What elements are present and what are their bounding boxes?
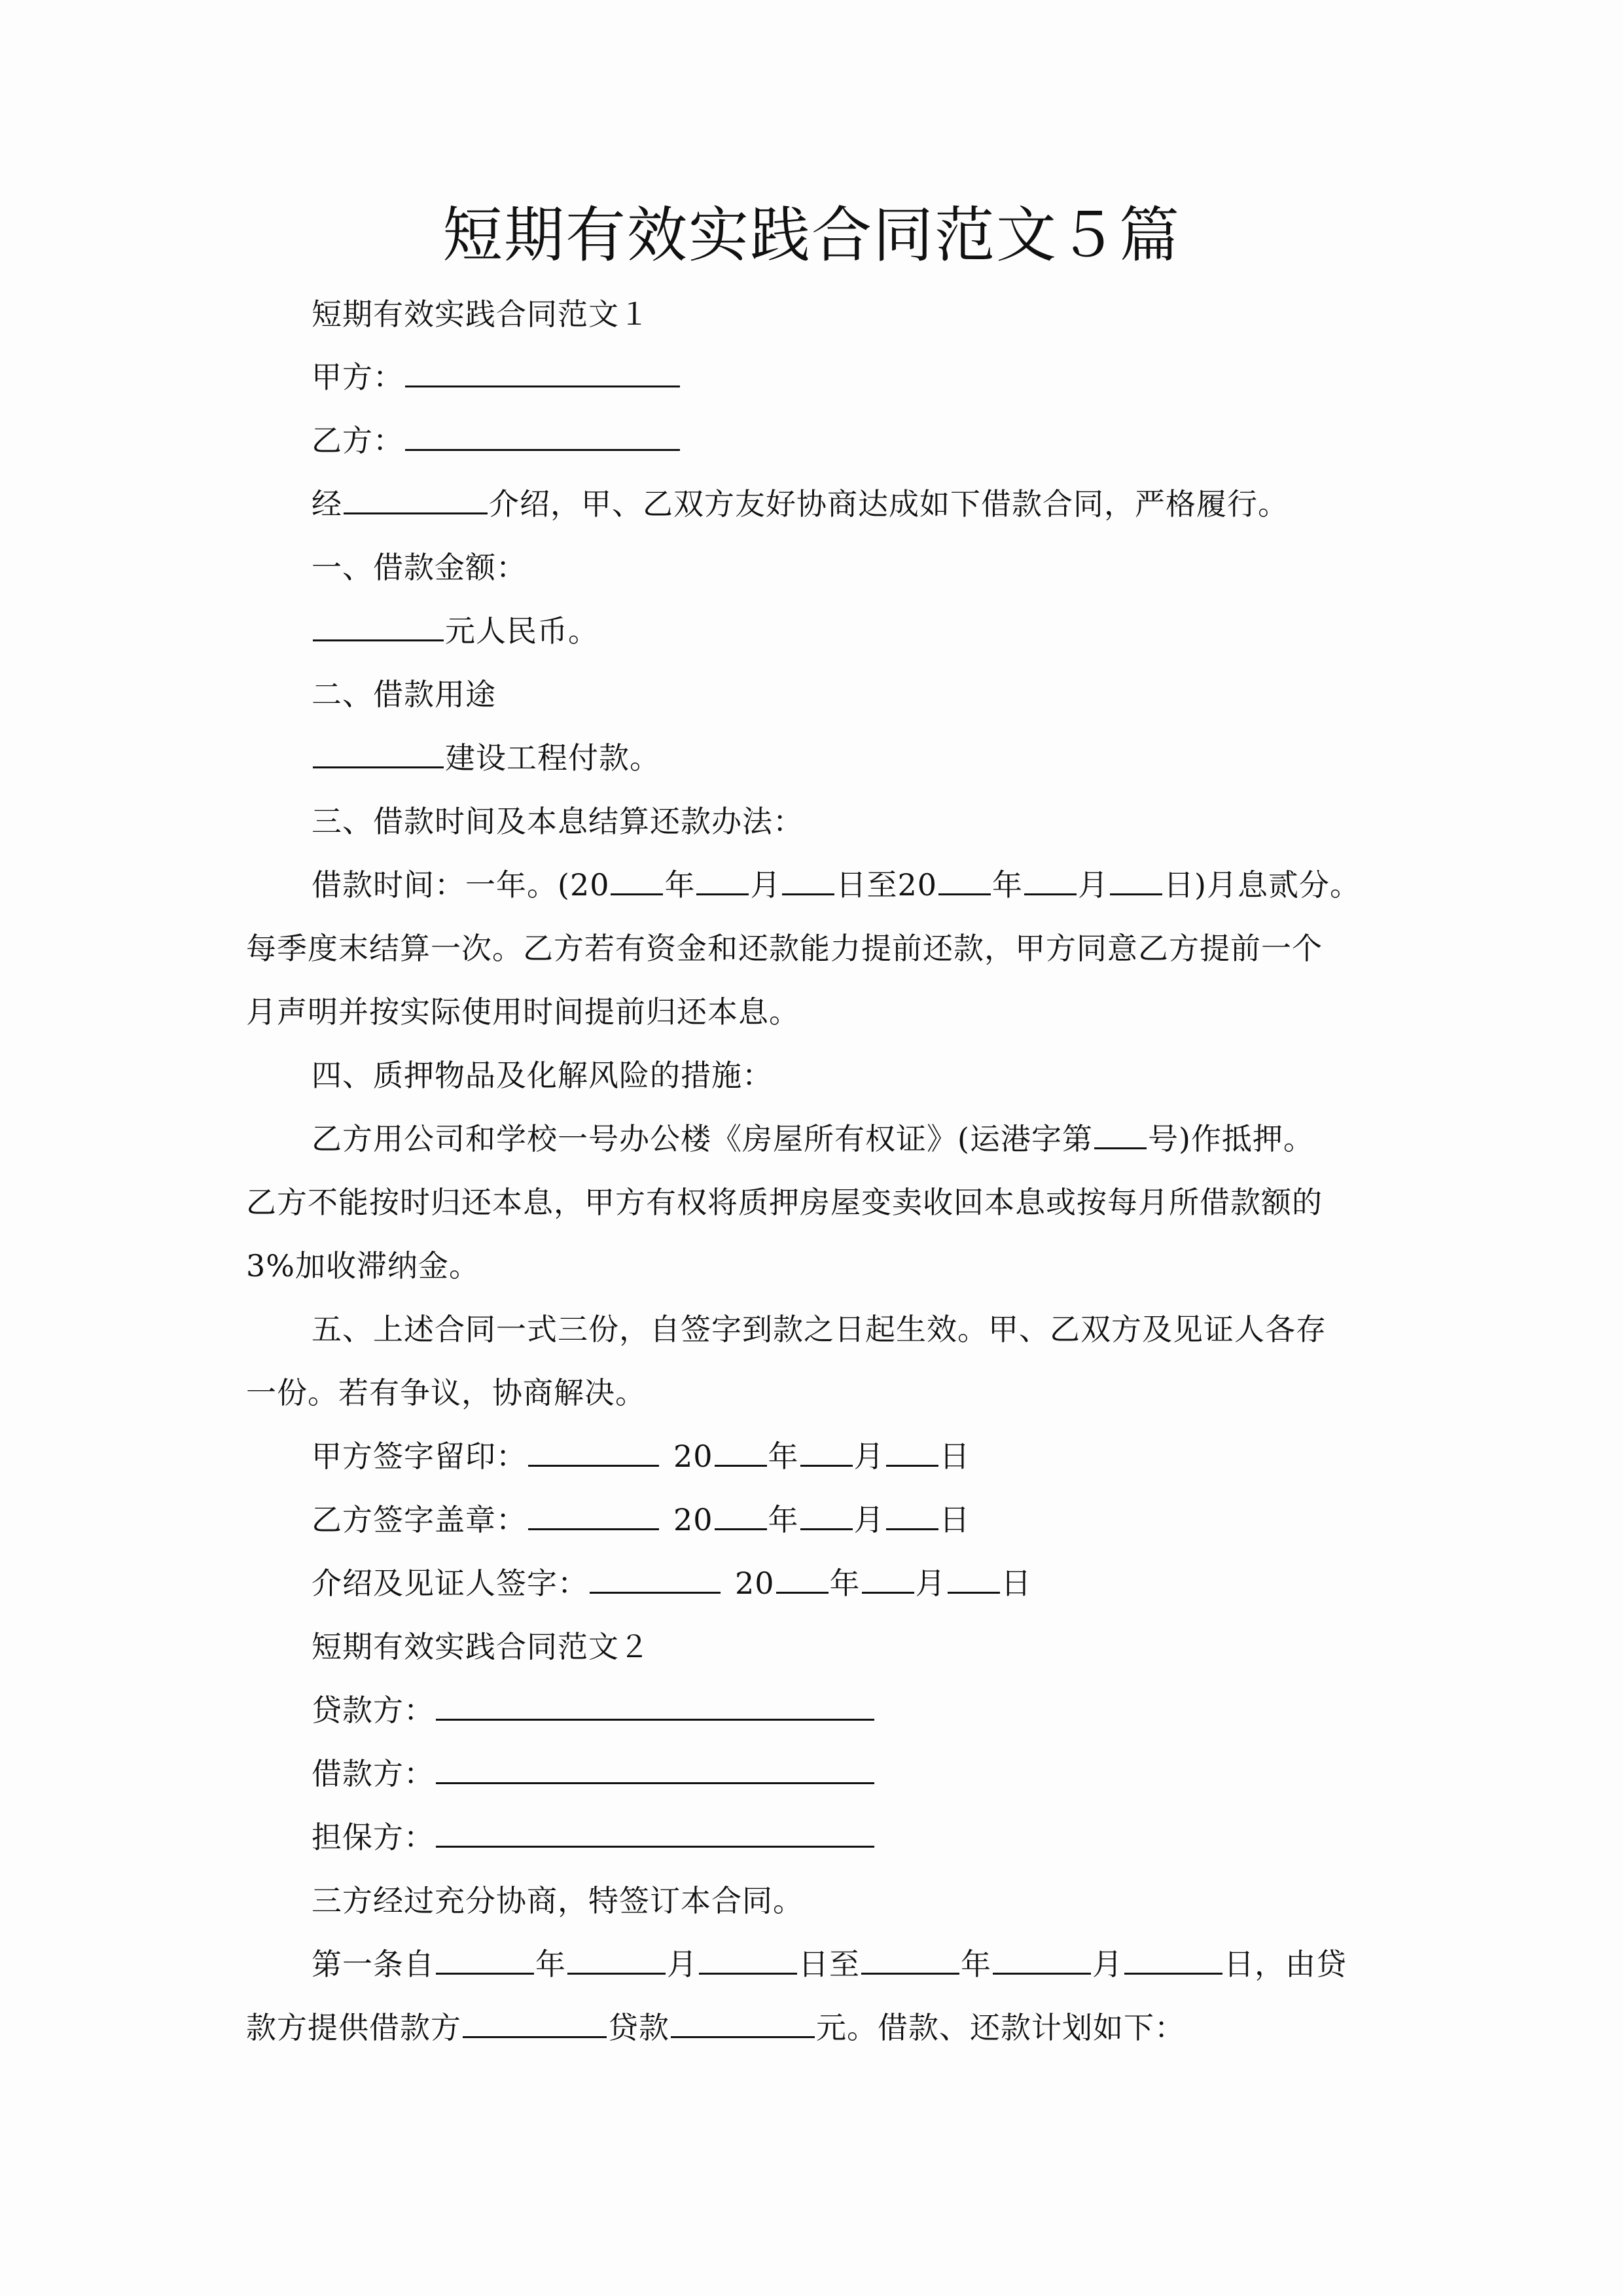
- date-prefix: 20: [735, 1566, 775, 1601]
- year-blank: [715, 1439, 767, 1467]
- year-text: 年: [768, 1439, 799, 1474]
- borrower-blank: [436, 1756, 874, 1784]
- day-text: 日: [1001, 1566, 1032, 1601]
- date-prefix: 20: [673, 1439, 713, 1474]
- article1-text-c: 元。借款、还款计划如下：: [816, 2010, 1185, 2045]
- year-blank: [715, 1502, 767, 1530]
- intro-line: [312, 484, 1289, 524]
- loan-amount-blank: [671, 2010, 815, 2038]
- month-text: 月: [1092, 1946, 1123, 1982]
- section5-paragraph-line2: 一份。若有争议，协商解决。: [246, 1375, 646, 1410]
- year-blank: [776, 1566, 829, 1594]
- introducer-blank: [344, 486, 488, 514]
- party-a-label: 甲方：: [312, 359, 404, 395]
- party-a-blank: [405, 359, 680, 387]
- section2-purpose-line: [312, 738, 660, 778]
- start-day-blank: [782, 867, 834, 895]
- month-blank: [800, 1439, 853, 1467]
- start-month-blank: [696, 867, 749, 895]
- party-a-line: [312, 357, 681, 397]
- end-year-blank: [938, 867, 991, 895]
- loan-period-text: 借款时间：一年。(20: [312, 867, 610, 903]
- year-text: 年: [664, 867, 696, 903]
- amount-blank: [313, 613, 444, 641]
- lender-label: 贷款方：: [312, 1693, 435, 1728]
- collateral-suffix: 号)作抵押。: [1147, 1121, 1314, 1157]
- article1-line2: [246, 2008, 1185, 2047]
- signature-party-a-label: 甲方签字留印：: [312, 1439, 527, 1474]
- lender-line: [312, 1691, 876, 1730]
- signature-witness-label: 介绍及见证人签字：: [312, 1566, 588, 1601]
- end-month-blank: [993, 1946, 1091, 1975]
- end-year-blank: [861, 1946, 959, 1975]
- section2-title: 二、借款用途: [312, 677, 496, 712]
- lender-blank: [436, 1693, 874, 1721]
- day-blank: [948, 1566, 1000, 1594]
- borrower-name-blank: [463, 2010, 607, 2038]
- purpose-text: 建设工程付款。: [445, 740, 660, 776]
- signature-witness-line: [312, 1564, 1032, 1603]
- year-text: 年: [961, 1946, 991, 1982]
- section3-paragraph-line1: [312, 865, 1361, 905]
- agreement-line: 三方经过充分协商，特签订本合同。: [312, 1883, 804, 1918]
- section1-title: 一、借款金额：: [312, 550, 527, 585]
- start-year-blank: [611, 867, 663, 895]
- party-b-label: 乙方：: [312, 423, 404, 458]
- month-blank: [800, 1502, 853, 1530]
- day-text: 日: [939, 1502, 971, 1537]
- day-to-text: 日至20: [836, 867, 938, 903]
- purpose-blank: [313, 740, 444, 768]
- article1-line1: [312, 1945, 1347, 1984]
- signature-witness-blank: [590, 1566, 721, 1594]
- section4-title: 四、质押物品及化解风险的措施：: [312, 1058, 773, 1093]
- day-blank: [886, 1502, 938, 1530]
- month-text: 月: [853, 1439, 885, 1474]
- day-blank: [886, 1439, 938, 1467]
- section4-paragraph-line2: 乙方不能按时归还本息，甲方有权将质押房屋变卖收回本息或按每月所借款额的: [246, 1185, 1323, 1220]
- interest-text: 日)月息贰分。: [1164, 867, 1361, 903]
- intro-prefix: 经: [312, 486, 342, 522]
- guarantor-label: 担保方：: [312, 1820, 435, 1855]
- intro-suffix: 介绍，甲、乙双方友好协商达成如下借款合同，严格履行。: [489, 486, 1289, 522]
- section4-paragraph-line1: [312, 1119, 1314, 1158]
- date-prefix: 20: [673, 1502, 713, 1537]
- article1-prefix: 第一条自: [312, 1946, 435, 1982]
- day-text: 日: [939, 1439, 971, 1474]
- guarantor-line: [312, 1818, 876, 1857]
- collateral-text: 乙方用公司和学校一号办公楼《房屋所有权证》(运港字第: [312, 1121, 1093, 1157]
- section3-title: 三、借款时间及本息结算还款办法：: [312, 804, 804, 839]
- article1-text-b: 贷款: [608, 2010, 669, 2045]
- section3-paragraph-line3: 月声明并按实际使用时间提前归还本息。: [246, 994, 800, 1030]
- start-day-blank: [699, 1946, 797, 1975]
- signature-party-a-blank: [528, 1439, 659, 1467]
- signature-party-b-label: 乙方签字盖章：: [312, 1502, 527, 1537]
- party-b-line: [312, 421, 681, 460]
- sample2-heading: 短期有效实践合同范文２: [312, 1629, 650, 1664]
- borrower-label: 借款方：: [312, 1756, 435, 1791]
- month-text: 月: [750, 867, 781, 903]
- year-text: 年: [535, 1946, 566, 1982]
- article1-text-a: 款方提供借款方: [246, 2010, 461, 2045]
- start-month-blank: [567, 1946, 666, 1975]
- document-title: 短期有效实践合同范文５篇: [442, 200, 1181, 270]
- guarantor-blank: [436, 1820, 874, 1848]
- day-to-text: 日至: [798, 1946, 860, 1982]
- section3-paragraph-line2: 每季度末结算一次。乙方若有资金和还款能力提前还款，甲方同意乙方提前一个: [246, 931, 1323, 966]
- borrower-line: [312, 1754, 876, 1793]
- month-text: 月: [667, 1946, 698, 1982]
- signature-party-b-blank: [528, 1502, 659, 1530]
- sample1-heading: 短期有效实践合同范文１: [312, 296, 650, 332]
- month-blank: [862, 1566, 914, 1594]
- section5-paragraph-line1: 五、上述合同一式三份，自签字到款之日起生效。甲、乙双方及见证人各存: [312, 1312, 1327, 1347]
- party-b-blank: [405, 423, 680, 451]
- month-text: 月: [853, 1502, 885, 1537]
- start-year-blank: [436, 1946, 534, 1975]
- month-text: 月: [915, 1566, 946, 1601]
- year-text: 年: [829, 1566, 861, 1601]
- end-day-blank: [1124, 1946, 1222, 1975]
- amount-text: 元人民币。: [445, 613, 599, 649]
- section1-amount-line: [312, 611, 599, 651]
- year-text: 年: [992, 867, 1024, 903]
- signature-party-a-line: [312, 1437, 971, 1476]
- end-day-blank: [1110, 867, 1162, 895]
- month-text: 月: [1078, 867, 1109, 903]
- end-month-blank: [1024, 867, 1077, 895]
- year-text: 年: [768, 1502, 799, 1537]
- article1-end: 日，由贷: [1224, 1946, 1347, 1982]
- section4-paragraph-line3: 3%加收滞纳金。: [246, 1248, 480, 1283]
- signature-party-b-line: [312, 1500, 971, 1539]
- certificate-number-blank: [1094, 1121, 1147, 1149]
